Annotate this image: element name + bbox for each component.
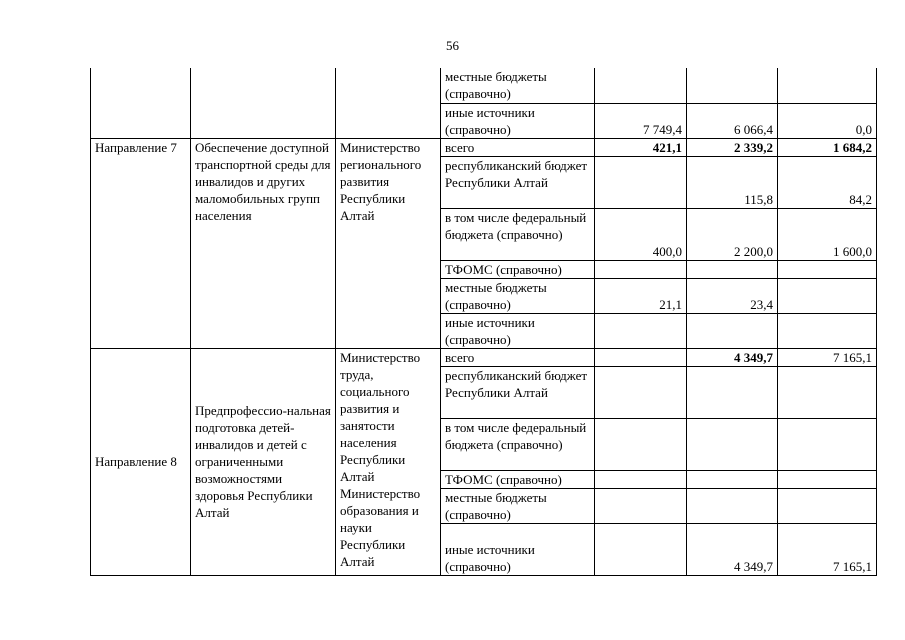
value-cell: 2 200,0	[687, 208, 778, 260]
value-cell: 23,4	[687, 278, 778, 313]
activity-cell	[191, 68, 336, 138]
executor-cell	[336, 68, 441, 138]
value-cell: 84,2	[778, 156, 877, 208]
value-cell: 4 349,7	[687, 348, 778, 366]
value-cell	[687, 260, 778, 278]
value-cell	[687, 68, 778, 103]
value-cell	[778, 313, 877, 348]
value-cell	[687, 418, 778, 470]
value-cell	[687, 470, 778, 488]
source-cell: иные источники (справочно)	[441, 313, 595, 348]
activity-cell: Предпрофессио-нальная подготовка детей-инвалидов и детей с ограниченными возможностями здоровья Республики Алтай	[191, 348, 336, 575]
source-cell: в том числе федеральный бюджета (справочно)	[441, 208, 595, 260]
value-cell: 1 600,0	[778, 208, 877, 260]
value-cell	[687, 488, 778, 523]
value-cell	[595, 366, 687, 418]
value-cell: 21,1	[595, 278, 687, 313]
value-cell	[595, 470, 687, 488]
value-cell: 6 066,4	[687, 103, 778, 138]
source-cell: иные источники (справочно)	[441, 103, 595, 138]
value-cell	[778, 418, 877, 470]
value-cell	[595, 156, 687, 208]
value-cell	[595, 313, 687, 348]
value-cell	[778, 260, 877, 278]
source-cell: местные бюджеты (справочно)	[441, 278, 595, 313]
table-row	[91, 68, 877, 103]
source-cell: местные бюджеты (справочно)	[441, 68, 595, 103]
value-cell: 400,0	[595, 208, 687, 260]
value-cell	[687, 366, 778, 418]
value-cell	[778, 470, 877, 488]
executor-cell: Министерство регионального развития Республики Алтай	[336, 138, 441, 348]
value-cell: 421,1	[595, 138, 687, 156]
value-cell: 7 165,1	[778, 348, 877, 366]
source-cell: всего	[441, 348, 595, 366]
value-cell: 7 165,1	[778, 523, 877, 575]
source-cell: ТФОМС (справочно)	[441, 260, 595, 278]
value-cell	[595, 488, 687, 523]
value-cell: 4 349,7	[687, 523, 778, 575]
table-row	[91, 348, 877, 366]
direction-cell: Направление 8	[91, 348, 191, 575]
source-cell: республиканский бюджет Республики Алтай	[441, 366, 595, 418]
value-cell: 0,0	[778, 103, 877, 138]
funding-table	[90, 68, 877, 576]
value-cell	[778, 68, 877, 103]
value-cell: 1 684,2	[778, 138, 877, 156]
page-number: 56	[446, 38, 459, 53]
source-cell: республиканский бюджет Республики Алтай	[441, 156, 595, 208]
value-cell	[595, 260, 687, 278]
value-cell: 2 339,2	[687, 138, 778, 156]
direction-cell	[91, 68, 191, 138]
value-cell	[595, 68, 687, 103]
value-cell	[778, 278, 877, 313]
source-cell: местные бюджеты (справочно)	[441, 488, 595, 523]
value-cell	[595, 523, 687, 575]
source-cell: ТФОМС (справочно)	[441, 470, 595, 488]
value-cell	[595, 348, 687, 366]
direction-cell: Направление 7	[91, 138, 191, 348]
executor-cell: Министерство труда, социального развития и занятости населения Республики Алтай Министерство образования и науки Республики Алтай	[336, 348, 441, 575]
value-cell	[687, 313, 778, 348]
value-cell	[595, 418, 687, 470]
table-row	[91, 138, 877, 156]
activity-cell: Обеспечение доступной транспортной среды для инвалидов и других маломобильных групп населения	[191, 138, 336, 348]
source-cell: иные источники (справочно)	[441, 523, 595, 575]
source-cell: в том числе федеральный бюджета (справочно)	[441, 418, 595, 470]
value-cell: 115,8	[687, 156, 778, 208]
value-cell	[778, 366, 877, 418]
value-cell: 7 749,4	[595, 103, 687, 138]
value-cell	[778, 488, 877, 523]
source-cell: всего	[441, 138, 595, 156]
